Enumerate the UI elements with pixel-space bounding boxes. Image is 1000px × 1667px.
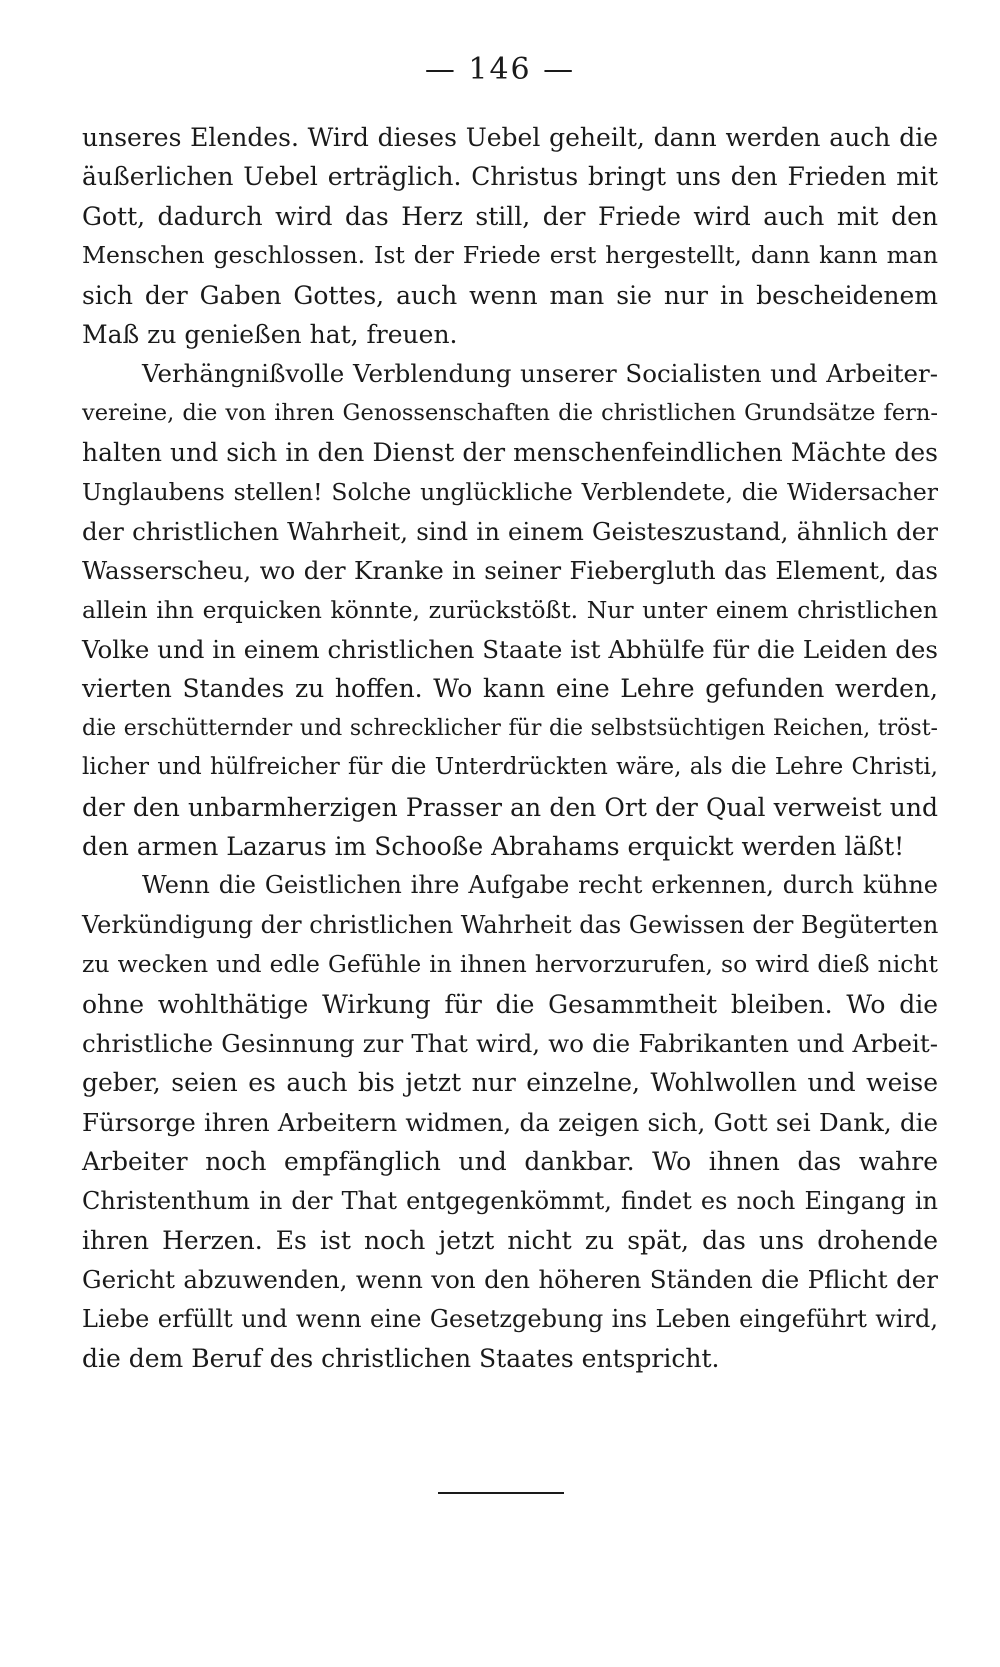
text-line: Gericht abzuwenden, wenn von den höheren Ständen die Pflicht der	[82, 1265, 938, 1295]
text-line: ihren Herzen. Es ist noch jetzt nicht zu spät, das uns drohende	[82, 1225, 938, 1255]
text-line: äußerlichen Uebel erträglich. Christus bringt uns den Frieden mit	[82, 162, 938, 192]
text-line: Verkündigung der christlichen Wahrheit das Gewissen der Begüterten	[82, 910, 939, 939]
paragraph-2	[82, 354, 938, 866]
text-line: Verhängnißvolle Verblendung unserer Socialisten und Arbeiter-	[142, 359, 938, 389]
text-line: Fürsorge ihren Arbeitern widmen, da zeigen sich, Gott sei Dank, die	[82, 1107, 938, 1137]
text-line: Liebe erfüllt und wenn eine Gesetzgebung ins Leben eingeführt wird,	[82, 1304, 938, 1333]
text-line: halten und sich in den Dienst der menschenfeindlichen Mächte des	[82, 438, 938, 468]
text-line: Gott, dadurch wird das Herz still, der Friede wird auch mit den	[82, 201, 938, 231]
text-line: unseres Elendes. Wird dieses Uebel geheilt, dann werden auch die	[82, 123, 938, 152]
text-line: Maß zu genießen hat, freuen.	[82, 319, 458, 349]
text-line: allein ihn erquicken könnte, zurückstößt. Nur unter einem christlichen	[82, 595, 938, 624]
text-line: Menschen geschlossen. Ist der Friede erst hergestellt, dann kann man	[82, 241, 938, 270]
text-line: sich der Gaben Gottes, auch wenn man sie nur in bescheidenem	[82, 280, 938, 310]
text-line: Wasserscheu, wo der Kranke in seiner Fiebergluth das Element, das	[82, 556, 938, 586]
paragraph-3	[82, 866, 938, 1378]
text-line: christliche Gesinnung zur That wird, wo die Fabrikanten und Arbeit-	[82, 1028, 938, 1058]
end-rule-divider	[438, 1492, 564, 1494]
text-line: Volke und in einem christlichen Staate ist Abhülfe für die Leiden des	[82, 635, 938, 665]
text-line: ohne wohlthätige Wirkung für die Gesammtheit bleiben. Wo die	[82, 989, 938, 1019]
text-line: die dem Beruf des christlichen Staates entspricht.	[82, 1344, 720, 1374]
text-line: Unglaubens stellen! Solche unglückliche Verblendete, die Widersacher	[82, 477, 938, 506]
text-line: vereine, die von ihren Genossenschaften die christlichen Grundsätze fern-	[82, 399, 938, 426]
text-line: der den unbarmherzigen Prasser an den Ort der Qual verweist und	[82, 792, 938, 822]
body-text	[82, 118, 938, 1379]
text-line: geber, seien es auch bis jetzt nur einzelne, Wohlwollen und weise	[82, 1068, 938, 1098]
page-number: — 146 —	[424, 52, 576, 87]
paragraph-1	[82, 118, 938, 354]
text-line: Arbeiter noch empfänglich und dankbar. Wo ihnen das wahre	[82, 1147, 938, 1177]
text-line: die erschütternder und schrecklicher für die selbstsüchtigen Reichen, tröst-	[82, 715, 938, 741]
text-line: der christlichen Wahrheit, sind in einem Geisteszustand, ähnlich der	[82, 516, 938, 546]
text-line: licher und hülfreicher für die Unterdrückten wäre, als die Lehre Christi,	[82, 754, 938, 781]
text-line: zu wecken und edle Gefühle in ihnen hervorzurufen, so wird dieß nicht	[82, 950, 938, 979]
text-line: Wenn die Geistlichen ihre Aufgabe recht erkennen, durch kühne	[142, 871, 938, 900]
text-line: Christenthum in der That entgegenkömmt, findet es noch Eingang in	[82, 1186, 938, 1215]
text-line: den armen Lazarus im Schooße Abrahams erquickt werden läßt!	[82, 832, 905, 862]
text-line: vierten Standes zu hoffen. Wo kann eine Lehre gefunden werden,	[82, 674, 938, 704]
